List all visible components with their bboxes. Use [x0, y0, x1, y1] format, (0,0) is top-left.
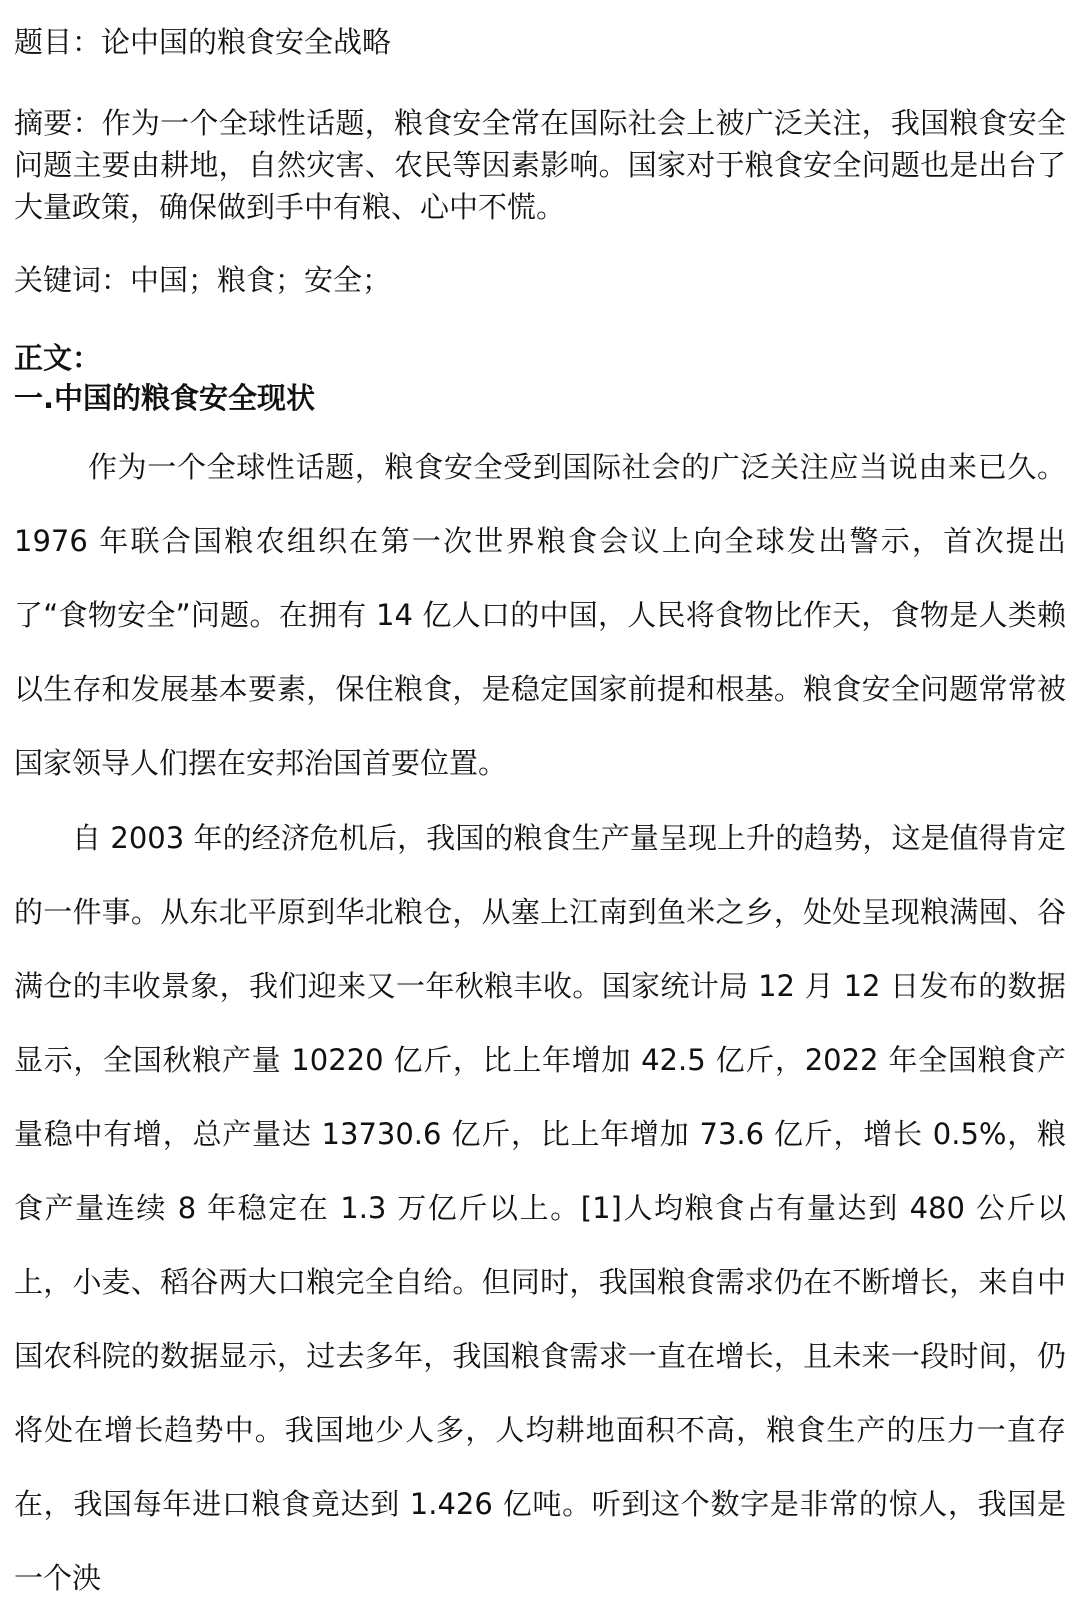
paper-title: 题目：论中国的粮食安全战略 — [14, 25, 392, 59]
body-label: 正文： — [14, 341, 102, 375]
keywords: 关键词：中国；粮食；安全； — [14, 263, 392, 297]
abstract: 摘要：作为一个全球性话题，粮食安全常在国际社会上被广泛关注，我国粮食安全问题主要由耕地，自然灾害、农民等因素影响。国家对于粮食安全问题也是出台了大量政策，确保做到手中有粮、心中不慌。 — [14, 106, 1066, 224]
body-paragraph: 作为一个全球性话题，粮食安全受到国际社会的广泛关注应当说由来已久。1976 年联合国粮农组织在第一次世界粮食会议上向全球发出警示，首次提出了“食物安全”问题。在拥有 14 亿人口的中国，人民将食物比作天，食物是人类赖以生存和发展基本要素，保住粮食，是稳定国家前提和根基。粮食安全问题常常被国家领导人们摆在安邦治国首要位置。 — [14, 450, 1066, 780]
section-heading: 一.中国的粮食安全现状 — [14, 381, 316, 415]
body-paragraph: 自 2003 年的经济危机后，我国的粮食生产量呈现上升的趋势，这是值得肯定的一件事。从东北平原到华北粮仓，从塞上江南到鱼米之乡，处处呈现粮满囤、谷满仓的丰收景象，我们迎来又一年秋粮丰收。国家统计局 12 月 12 日发布的数据显示，全国秋粮产量 10220 亿斤，比上年增加 42.5 亿斤，2022 年全国粮食产量稳中有增，总产量达 13730.6 亿斤，比上年增加 73.6 亿斤，增长 0.5%，粮食产量连续 8 年稳定在 1.3 万亿斤以上。[1]人均粮食占有量达到 480 公斤以上，小麦、稻谷两大口粮完全自给。但同时，我国粮食需求仍在不断增长，来自中国农科院的数据显示，过去多年，我国粮食需求一直在增长，且未来一段时间，仍将处在增长趋势中。我国地少人多，人均耕地面积不高，粮食生产的压力一直存在，我国每年进口粮食竟达到 1.426 亿吨。听到这个数字是非常的惊人，我国是一个泱 — [14, 821, 1066, 1595]
